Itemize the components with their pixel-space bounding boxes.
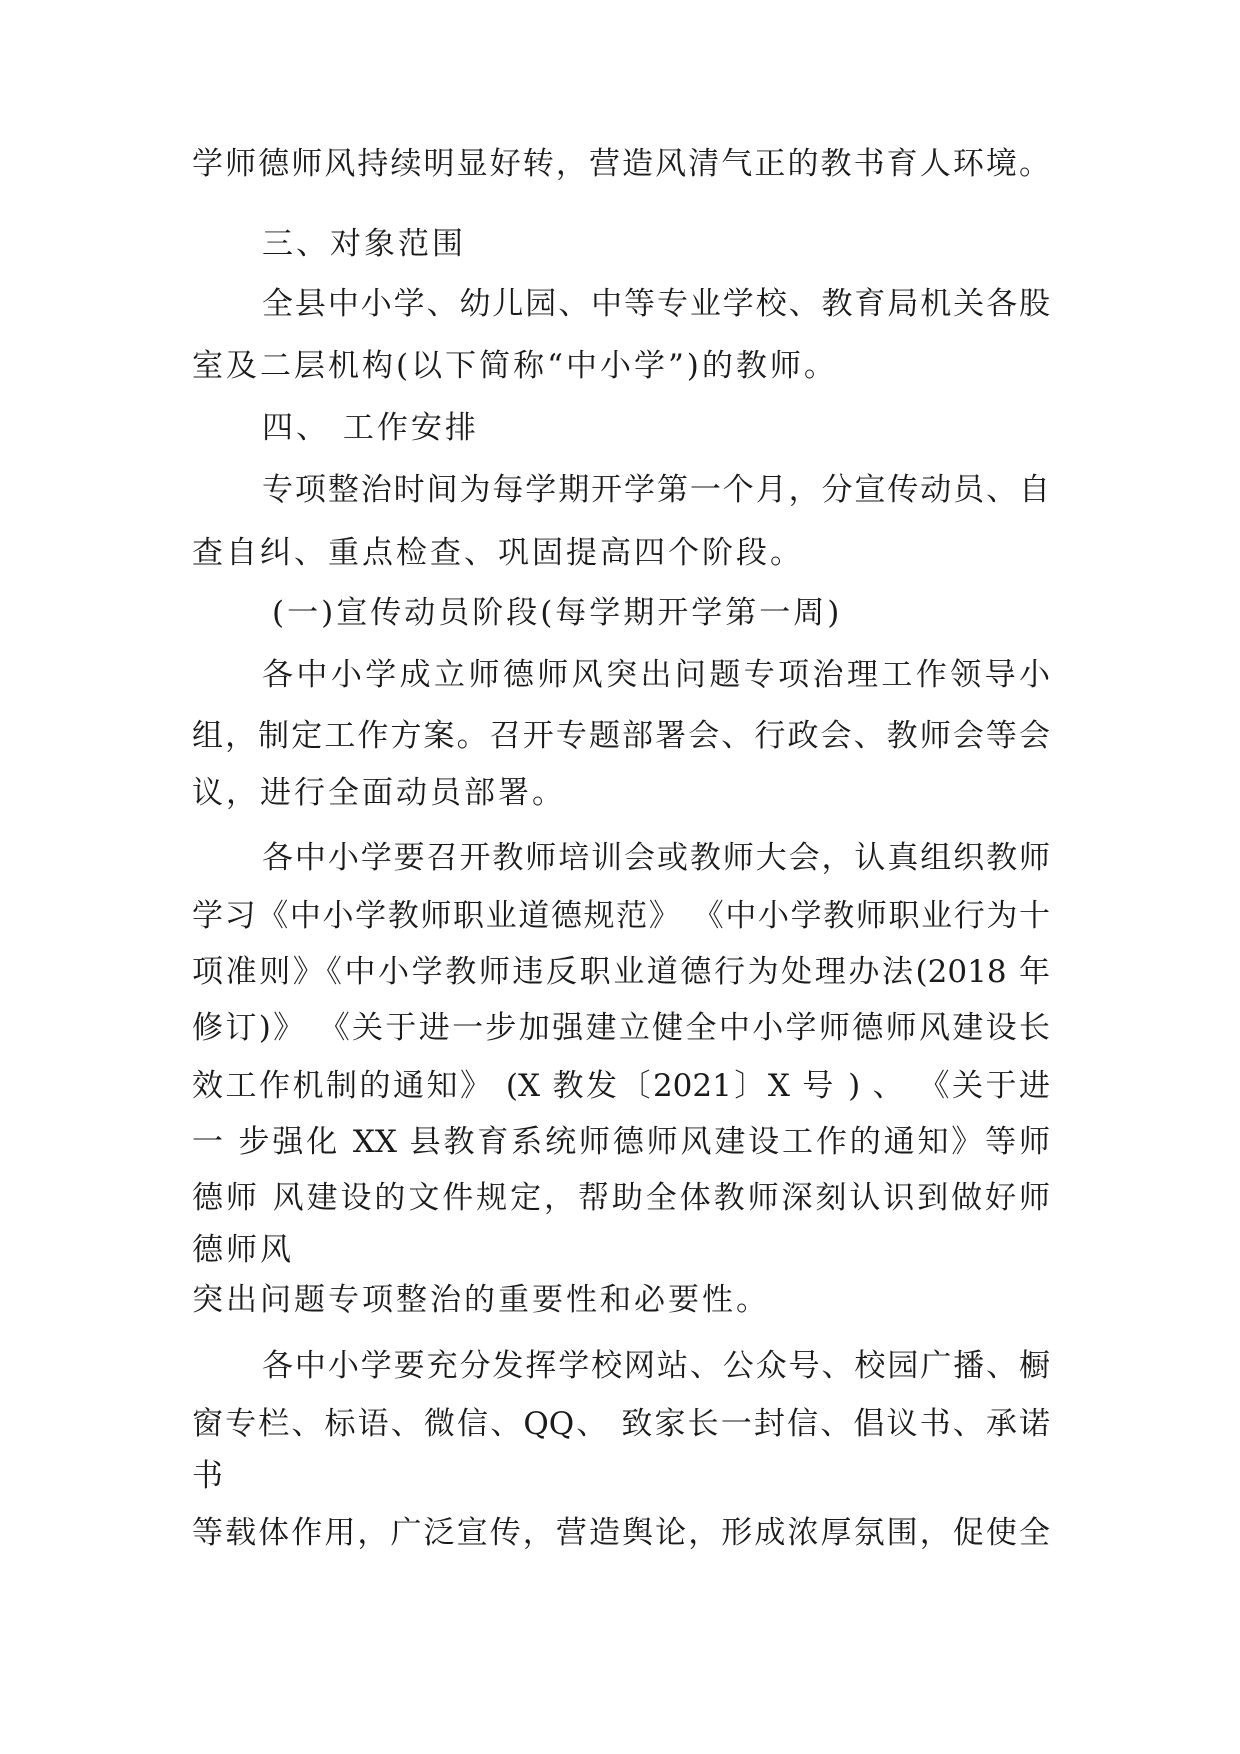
text-line: 等载体作用，广泛宣传，营造舆论，形成浓厚氛围，促使全 [192, 1515, 1050, 1551]
text-line: 各中小学成立师德师风突出问题专项治理工作领导小 [262, 657, 1050, 693]
text-line: 德师 风建设的文件规定，帮助全体教师深刻认识到做好师 [192, 1180, 1050, 1216]
text-line: 室及二层机构(以下简称“中小学”)的教师。 [192, 348, 838, 384]
text-line: 学习《中小学教师职业道德规范》 《中小学教师职业行为十 [192, 898, 1050, 934]
text-line: 议，进行全面动员部署。 [192, 775, 566, 811]
section-heading: 四、 工作安排 [262, 410, 479, 446]
text-line: 组，制定工作方案。召开专题部署会、行政会、教师会等会 [192, 718, 1050, 754]
text-line: 项准则》《中小学教师违反职业道德行为处理办法(2018 年 [192, 954, 1050, 990]
section-heading: 三、对象范围 [262, 226, 466, 262]
text-line: 窗专栏、标语、微信、QQ、 致家长一封信、倡议书、承诺 [192, 1406, 1050, 1442]
text-line: 查自纠、重点检查、巩固提高四个阶段。 [192, 535, 804, 571]
text-line: 专项整治时间为每学期开学第一个月，分宣传动员、自 [262, 472, 1050, 508]
text-line: 各中小学要充分发挥学校网站、公众号、校园广播、橱 [262, 1348, 1050, 1384]
text-line: 书 [192, 1458, 226, 1494]
subsection-heading: (一)宣传动员阶段(每学期开学第一周) [272, 595, 843, 631]
text-line: 德师风 [192, 1232, 294, 1268]
text-line: 效工作机制的通知》 (X 教发〔2021〕X 号 ) 、 《关于进 [192, 1068, 1050, 1104]
text-line: 全县中小学、幼儿园、中等专业学校、教育局机关各股 [262, 286, 1050, 322]
text-line: 突出问题专项整治的重要性和必要性。 [192, 1282, 770, 1318]
text-line: 修订)》 《关于进一步加强建立健全中小学师德师风建设长 [192, 1010, 1050, 1046]
text-line: 一 步强化 XX 县教育系统师德师风建设工作的通知》等师 [192, 1124, 1050, 1160]
text-line: 学师德师风持续明显好转，营造风清气正的教书育人环境。 [192, 146, 1050, 182]
text-line: 各中小学要召开教师培训会或教师大会，认真组织教师 [262, 840, 1050, 876]
